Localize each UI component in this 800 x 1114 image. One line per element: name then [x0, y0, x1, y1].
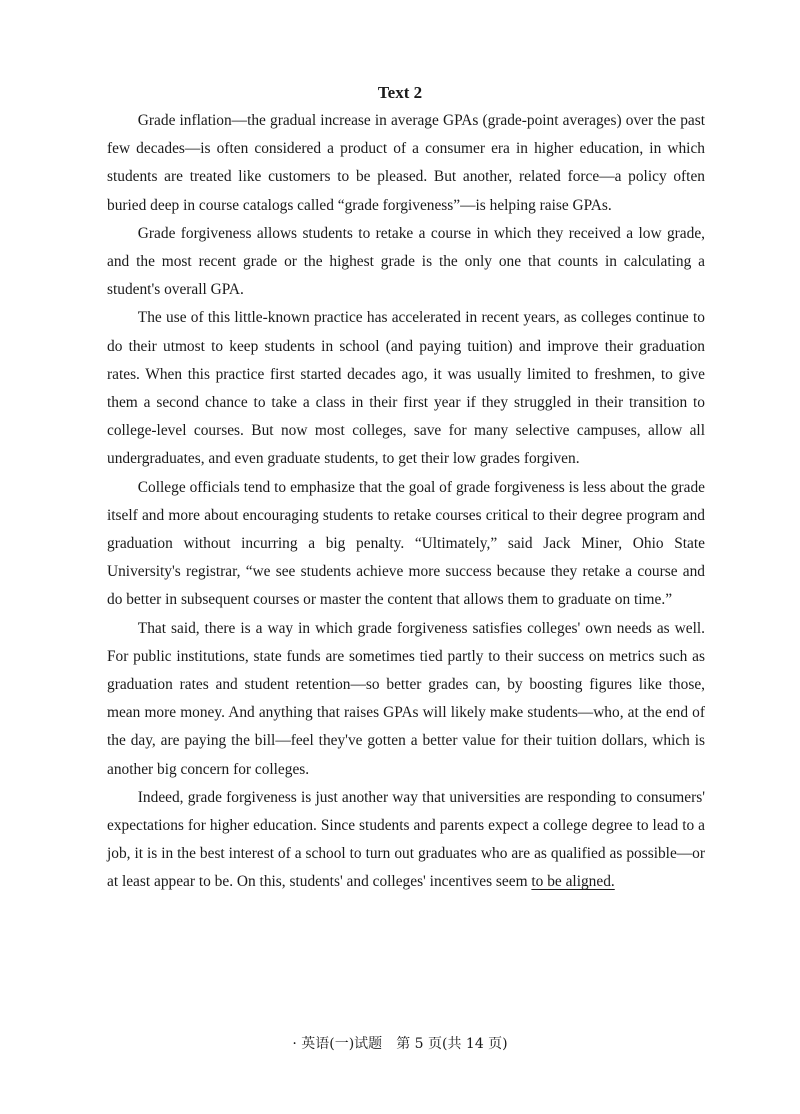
paragraph-4: College officials tend to emphasize that the goal of grade forgiveness is less about the grade itself and more about encouraging students to retake courses critical to their degree program and graduation without incurring a big penalty. “Ultimately,” said Jack Miner, Ohio State University's registrar, “we see students achieve more success because they retake a course and do better in subsequent courses or master the content that allows them to graduate on time.” — [107, 478, 705, 609]
footer-exam-label: · 英语(一)试题 — [292, 1036, 383, 1052]
passage-body — [107, 107, 705, 897]
paragraph-2: Grade forgiveness allows students to retake a course in which they received a low grade, and the most recent grade or the highest grade is the only one that counts in calculating a student's overall GPA. — [107, 224, 705, 299]
passage-title: Text 2 — [377, 83, 423, 102]
footer-page-number: 第 5 页(共 14 页) — [396, 1036, 508, 1052]
underlined-phrase: to be aligned. — [531, 873, 615, 891]
paragraph-6-text: Indeed, grade forgiveness is just another way that universities are responding to consumers' expectations for higher education. Since students and parents expect a college degree to lead to a job, it is in the best interest of a school to turn out graduates who are as qualified as possible—or at least appear to be. On this, students' and colleges' incentives seem — [107, 788, 705, 891]
paragraph-6 — [107, 784, 705, 897]
paragraph-3: The use of this little-known practice has accelerated in recent years, as colleges continue to do their utmost to keep students in school (and paying tuition) and improve their graduation rates. When this practice first started decades ago, it was usually limited to freshmen, to give them a second chance to take a class in their first year if they struggled in their transition to college-level courses. But now most colleges, save for many selective campuses, allow all undergraduates, and even graduate students, to get their low grades forgiven. — [107, 309, 705, 468]
paragraph-1: Grade inflation—the gradual increase in average GPAs (grade-point averages) over the past few decades—is often considered a product of a consumer era in higher education, in which students are treated like customers to be pleased. But another, related force—a policy often buried deep in course catalogs called “grade forgiveness”—is helping raise GPAs. — [107, 112, 705, 214]
page-footer — [0, 1034, 800, 1054]
paragraph-5: That said, there is a way in which grade forgiveness satisfies colleges' own needs as well. For public institutions, state funds are sometimes tied partly to their success on metrics such as graduation rates and student retention—so better grades can, by boosting figures like those, mean more money. And anything that raises GPAs will likely make students—who, at the end of the day, are paying the bill—feel they've gotten a better value for their tuition dollars, which is another big concern for colleges. — [107, 619, 705, 778]
